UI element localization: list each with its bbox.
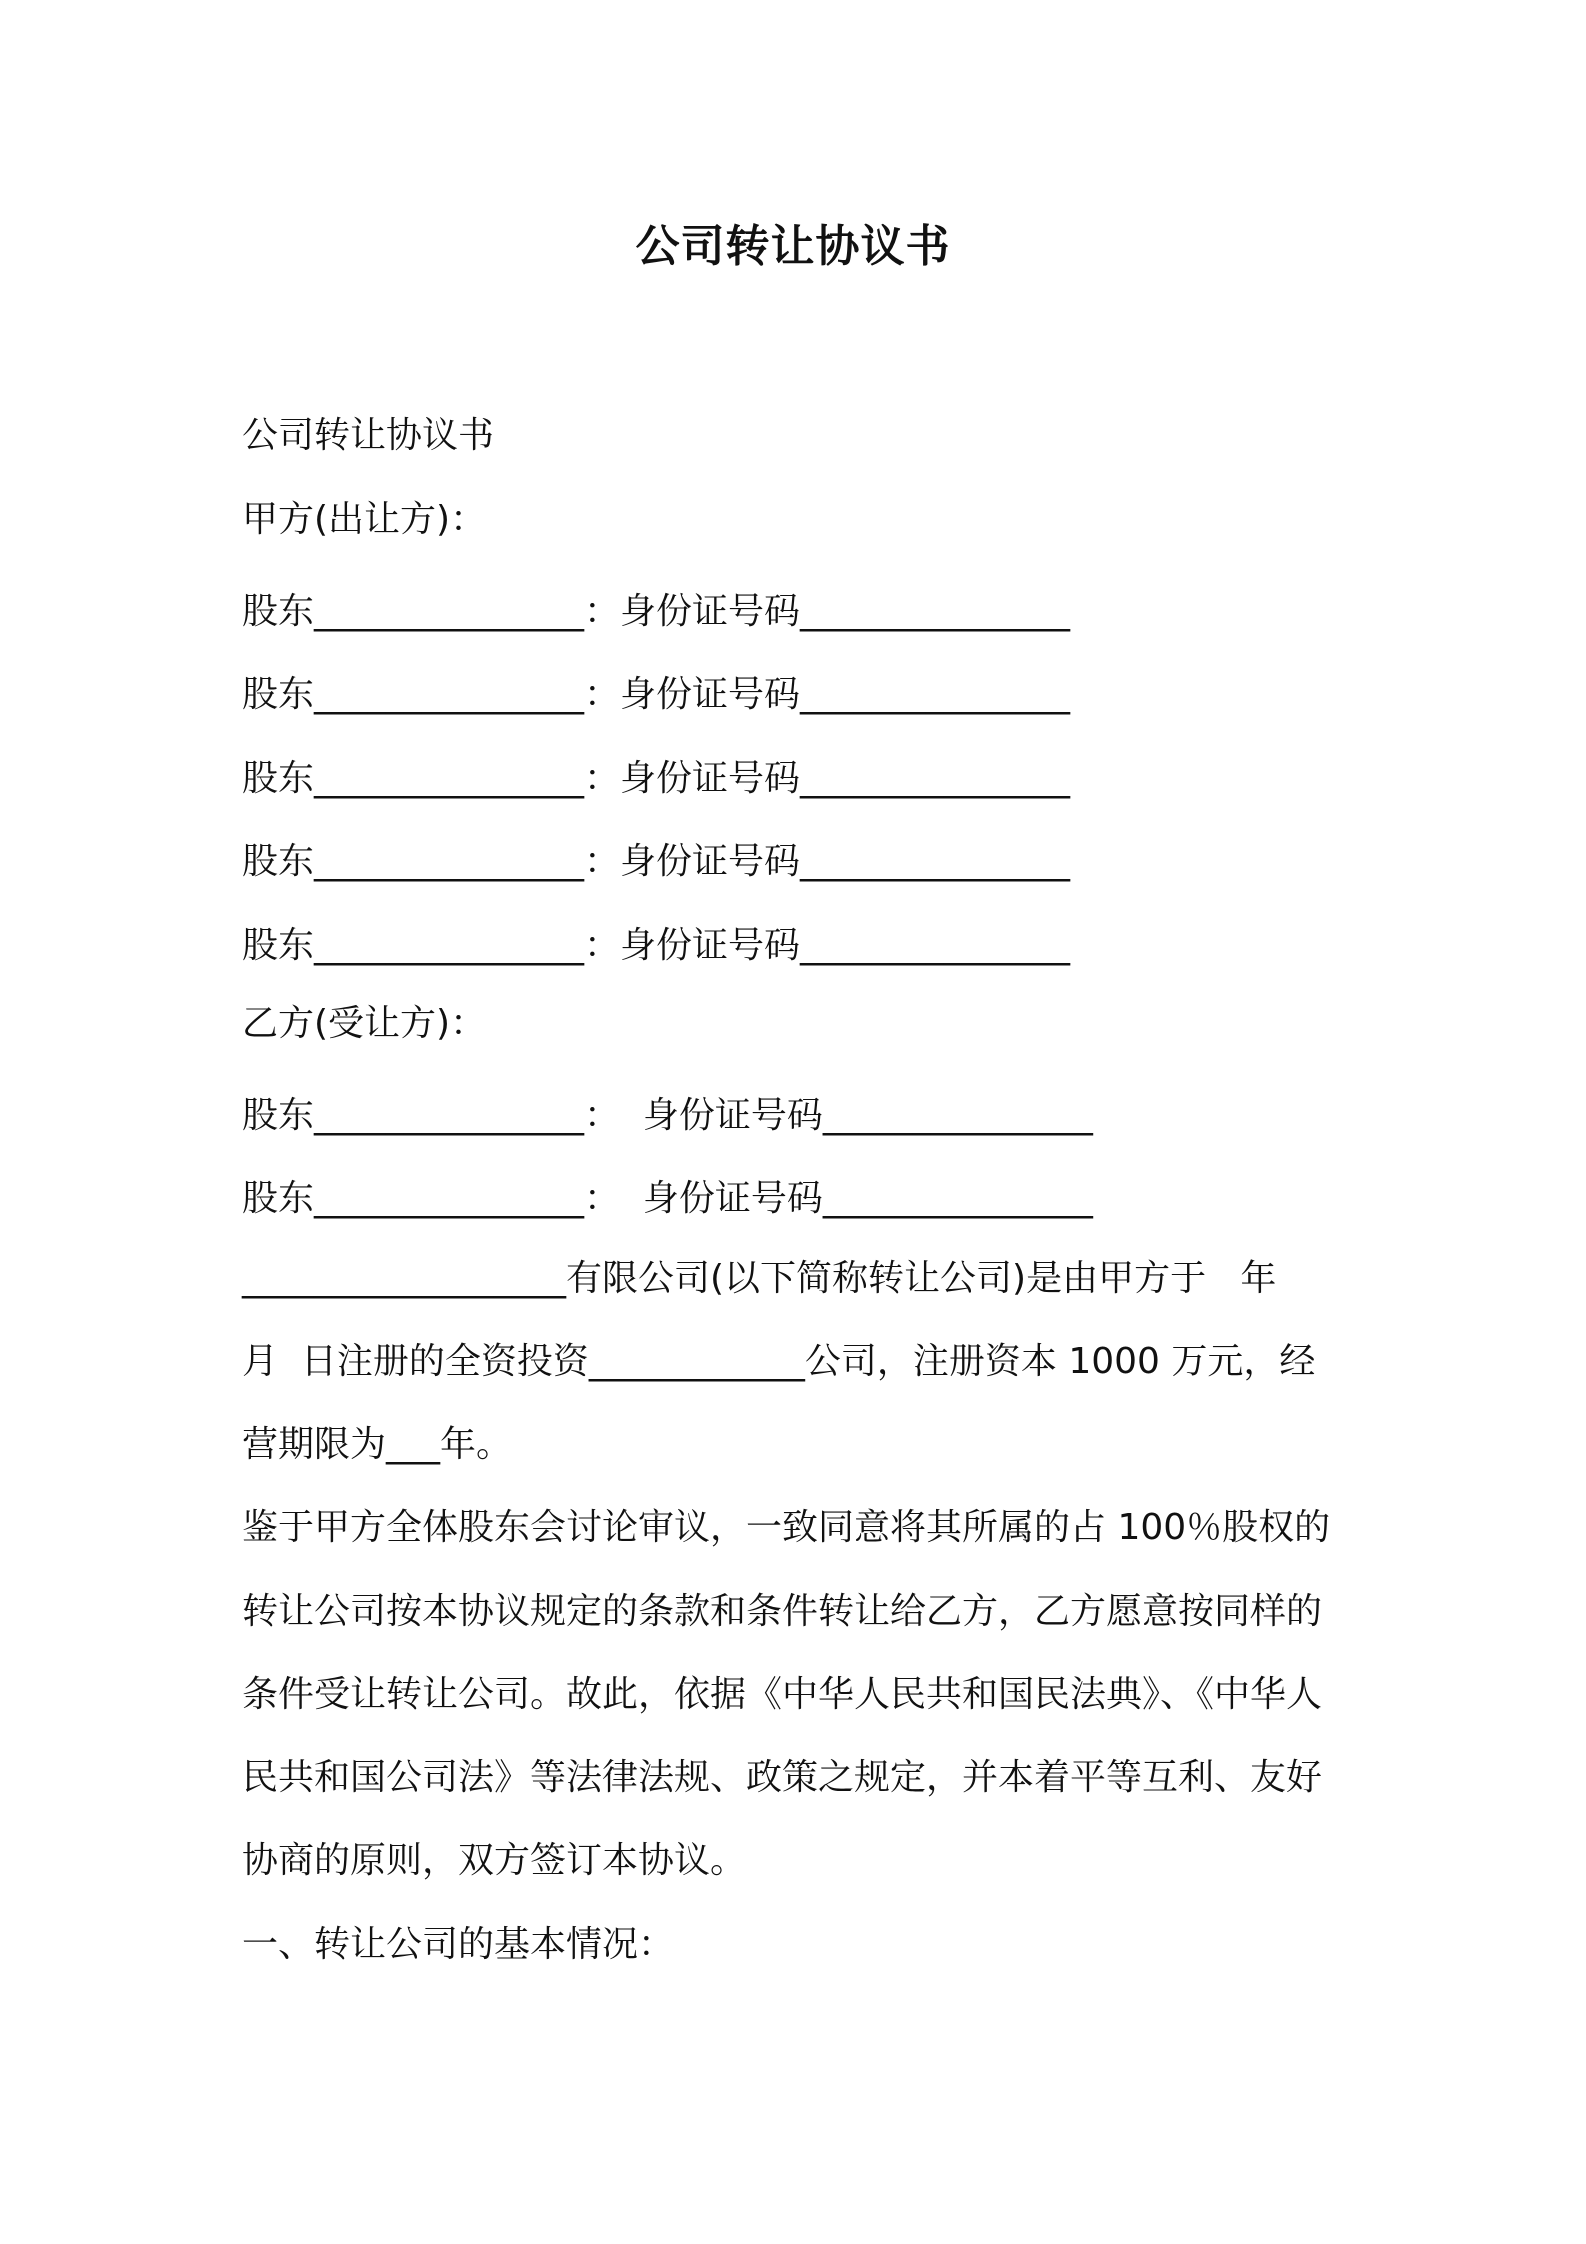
party-a-shareholder-1: 股东_______________：身份证号码_______________ [242, 591, 1071, 632]
party-b-shareholder-2: 股东_______________： 身份证号码_______________ [242, 1178, 1093, 1219]
paragraph-agreement-line-5: 协商的原则，双方签订本协议。 [242, 1840, 747, 1881]
section-one-heading: 一、转让公司的基本情况： [242, 1924, 675, 1965]
party-a-shareholder-2: 股东_______________：身份证号码_______________ [242, 674, 1071, 715]
party-a-label: 甲方(出让方)： [242, 499, 487, 540]
paragraph-agreement-line-1: 鉴于甲方全体股东会讨论审议，一致同意将其所属的占 100％股权的 [242, 1507, 1331, 1548]
party-b-shareholder-1: 股东_______________： 身份证号码_______________ [242, 1095, 1093, 1136]
party-a-shareholder-5: 股东_______________：身份证号码_______________ [242, 925, 1071, 966]
party-a-shareholder-3: 股东_______________：身份证号码_______________ [242, 758, 1071, 799]
heading-line: 公司转让协议书 [242, 415, 495, 456]
paragraph-company-line-1: __________________有限公司(以下简称转让公司)是由甲方于 年 [242, 1258, 1277, 1299]
party-a-shareholder-4: 股东_______________：身份证号码_______________ [242, 841, 1071, 882]
party-b-label: 乙方(受让方)： [242, 1003, 487, 1044]
paragraph-company-line-2: 月 日注册的全资投资____________公司，注册资本 1000 万元，经 [242, 1341, 1316, 1382]
paragraph-company-line-3: 营期限为___年。 [242, 1424, 513, 1465]
paragraph-agreement-line-4: 民共和国公司法》等法律法规、政策之规定，并本着平等互利、友好 [242, 1757, 1323, 1798]
paragraph-agreement-line-3: 条件受让转让公司。故此，依据《中华人民共和国民法典》、《中华人 [242, 1674, 1323, 1715]
document-title: 公司转让协议书 [635, 221, 951, 272]
paragraph-agreement-line-2: 转让公司按本协议规定的条款和条件转让给乙方，乙方愿意按同样的 [242, 1591, 1323, 1632]
